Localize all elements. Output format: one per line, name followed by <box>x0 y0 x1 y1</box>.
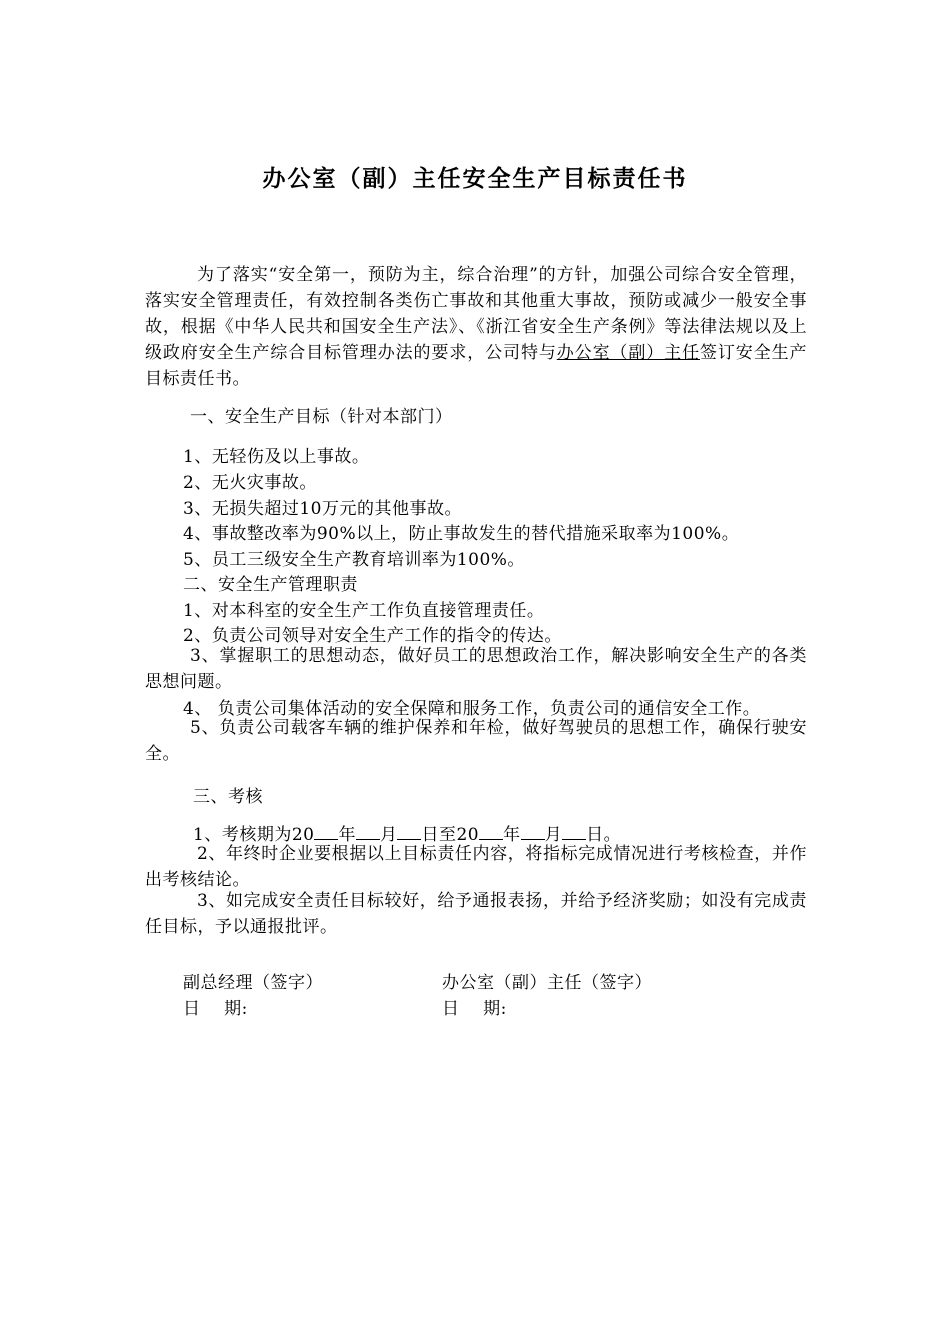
signature-right-title: 办公室（副）主任（签字） <box>442 973 652 993</box>
period-text: 年 <box>338 825 356 845</box>
section2-item: 2、负责公司领导对安全生产工作的指令的传达。 <box>183 626 562 646</box>
intro-paragraph <box>145 262 807 392</box>
section2-item: 3、掌握职工的思想动态，做好员工的思想政治工作，解决影响安全生产的各类思想问题。 <box>145 646 807 692</box>
section1-item: 5、员工三级安全生产教育培训率为100%。 <box>183 550 525 570</box>
section1-heading: 一、安全生产目标（针对本部门） <box>190 407 453 427</box>
blank-line <box>479 822 503 840</box>
period-text: 月 <box>379 825 398 845</box>
section1-item: 2、无火灾事故。 <box>183 473 317 493</box>
document-title: 办公室（副）主任安全生产目标责任书 <box>262 166 688 192</box>
signature-left-title: 副总经理（签字） <box>183 973 323 993</box>
period-text: 月 <box>544 825 563 845</box>
blank-line <box>562 822 586 840</box>
blank-line <box>314 822 338 840</box>
blank-line <box>521 822 545 840</box>
intro-text-end: 签订安全生产目标责任书。 <box>145 343 808 389</box>
signature-left-date: 日 期: <box>183 999 248 1019</box>
section3-heading: 三、考核 <box>193 787 263 807</box>
period-text: 日。 <box>586 825 622 845</box>
section1-item: 3、无损失超过10万元的其他事故。 <box>183 499 462 519</box>
section1-item: 4、事故整改率为90%以上，防止事故发生的替代措施采取率为100%。 <box>183 524 740 544</box>
blank-line <box>397 822 421 840</box>
signature-right-date: 日 期: <box>442 999 507 1019</box>
section3-item: 2、年终时企业要根据以上目标责任内容，将指标完成情况进行考核检查，并作出考核结论。 <box>145 844 807 890</box>
section2-heading: 二、安全生产管理职责 <box>183 575 358 595</box>
period-text: 1、考核期为20 <box>193 825 315 845</box>
period-text: 年 <box>503 825 521 845</box>
section2-item: 4、 负责公司集体活动的安全保障和服务工作，负责公司的通信安全工作。 <box>183 699 761 719</box>
intro-underlined-party: 办公室（副）主任 <box>556 343 700 363</box>
section2-item: 5、负责公司载客车辆的维护保养和年检，做好驾驶员的思想工作，确保行驶安全。 <box>145 718 807 764</box>
section2-item: 1、对本科室的安全生产工作负直接管理责任。 <box>183 601 545 621</box>
intro-text: 为了落实“安全第一，预防为主，综合治理”的方针，加强公司综合安全管理，落实安全管理责任，有效控制各类伤亡事故和其他重大事故，预防或减少一般安全事故，根据《中华人民共和国安全生产法》、《浙江省安全生产条例》等法律法规以及上级政府安全生产综合目标管理办法的要求，公司特与 <box>145 265 807 363</box>
blank-line <box>356 822 380 840</box>
section1-item: 1、无轻伤及以上事故。 <box>183 447 370 467</box>
period-text: 日至20 <box>421 825 480 845</box>
section3-item: 3、如完成安全责任目标较好，给予通报表扬，并给予经济奖励；如没有完成责任目标，予以通报批评。 <box>145 891 807 937</box>
